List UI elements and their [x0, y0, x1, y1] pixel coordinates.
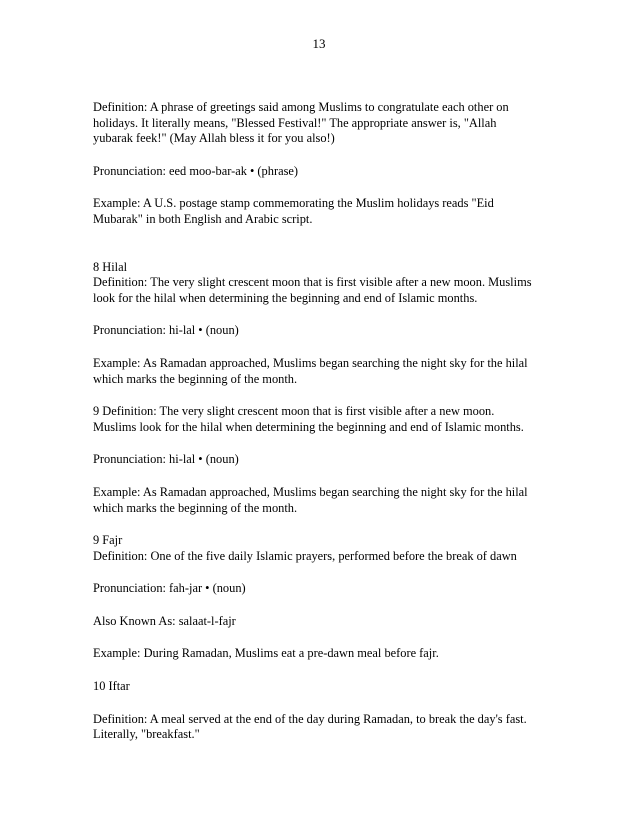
text-line: which marks the beginning of the month. [93, 371, 298, 386]
hilal-example-repeat [93, 485, 553, 516]
text-line: Pronunciation: hi-lal • (noun) [93, 323, 239, 338]
fajr-entry [93, 533, 553, 564]
text-line: 9 Definition: The very slight crescent moon that is first visible after a new moon. [93, 404, 495, 419]
text-line: Pronunciation: fah-jar • (noun) [93, 581, 246, 596]
text-line: yubarak feek!" (May Allah bless it for you also!) [93, 131, 335, 146]
hilal-pronunciation [93, 323, 553, 339]
text-line: which marks the beginning of the month. [93, 500, 298, 515]
text-line: Definition: One of the five daily Islamic prayers, performed before the break of dawn [93, 548, 517, 563]
fajr-example [93, 646, 553, 662]
text-line: Definition: A meal served at the end of the day during Ramadan, to break the day's fast. [93, 711, 527, 726]
iftar-heading [93, 679, 553, 695]
document-body [93, 100, 553, 743]
text-line: Example: As Ramadan approached, Muslims began searching the night sky for the hilal [93, 355, 528, 370]
page-number: 13 [312, 36, 326, 51]
fajr-also-known-as [93, 614, 553, 630]
entry-heading: 9 Fajr [93, 533, 123, 548]
text-line: Example: During Ramadan, Muslims eat a pre-dawn meal before fajr. [93, 646, 439, 661]
hilal-example [93, 356, 553, 387]
text-line: Literally, "breakfast." [93, 727, 200, 742]
iftar-definition [93, 712, 553, 743]
eid-pronunciation [93, 164, 553, 180]
text-line: Pronunciation: hi-lal • (noun) [93, 452, 239, 467]
fajr-pronunciation [93, 581, 553, 597]
text-line: Example: A U.S. postage stamp commemorating the Muslim holidays reads "Eid [93, 196, 494, 211]
text-line: Example: As Ramadan approached, Muslims began searching the night sky for the hilal [93, 484, 528, 499]
hilal-pronunciation-repeat [93, 452, 553, 468]
hilal-definition-repeat [93, 404, 553, 435]
text-line: Muslims look for the hilal when determining the beginning and end of Islamic months. [93, 419, 524, 434]
hilal-entry [93, 260, 553, 307]
text-line: Also Known As: salaat-l-fajr [93, 613, 236, 628]
text-line: Definition: A phrase of greetings said among Muslims to congratulate each other on [93, 100, 509, 114]
entry-heading: 8 Hilal [93, 259, 128, 274]
text-line: look for the hilal when determining the beginning and end of Islamic months. [93, 290, 478, 305]
text-line: Pronunciation: eed moo-bar-ak • (phrase) [93, 163, 299, 178]
entry-heading: 10 Iftar [93, 679, 130, 694]
text-line: holidays. It literally means, "Blessed Festival!" The appropriate answer is, "Allah [93, 115, 497, 130]
text-line: Definition: The very slight crescent moon that is first visible after a new moon. Muslims [93, 275, 532, 290]
eid-example [93, 196, 553, 227]
text-line: Mubarak" in both English and Arabic script. [93, 211, 313, 226]
eid-definition-paragraph [93, 100, 553, 147]
